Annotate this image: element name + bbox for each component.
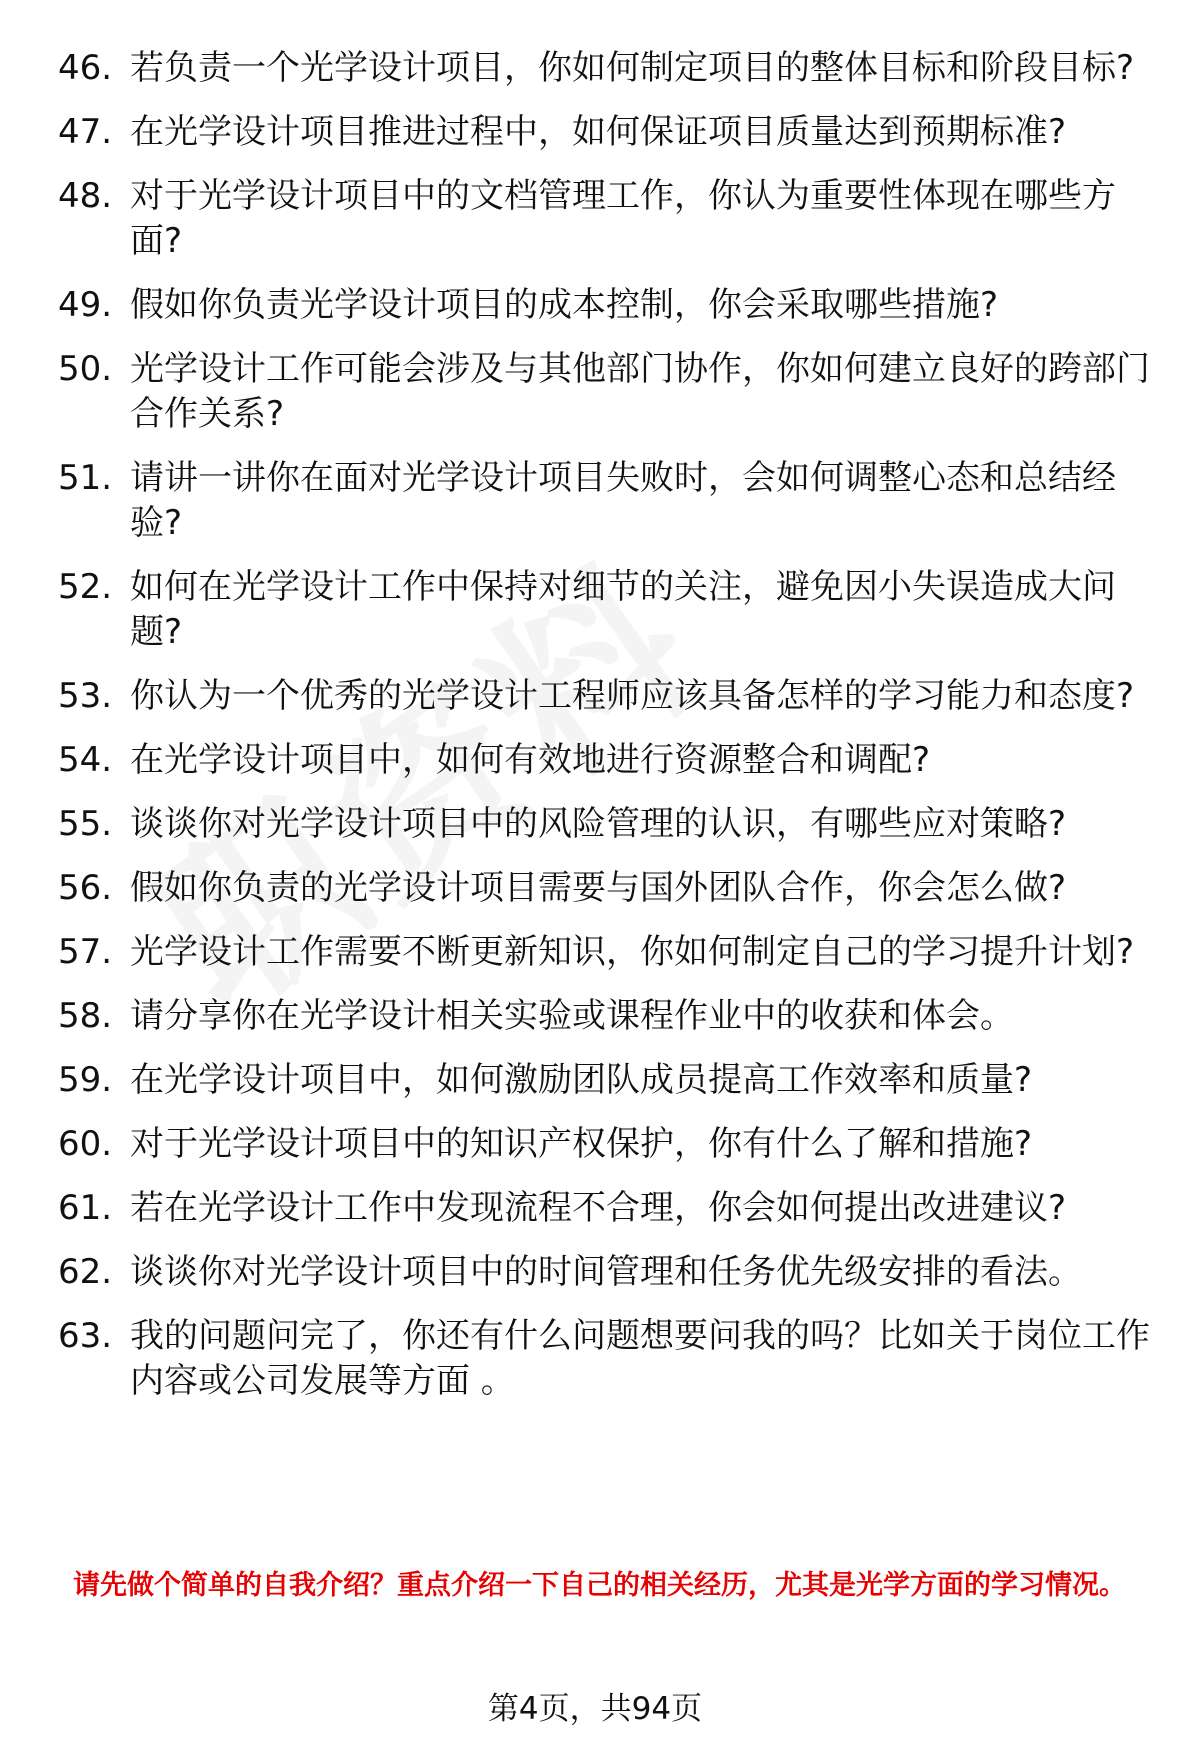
- question-item: [58, 283, 1150, 328]
- question-item: [58, 930, 1150, 975]
- question-number: 48.: [58, 176, 113, 216]
- question-text: 谈谈你对光学设计项目中的风险管理的认识，有哪些应对策略?: [130, 804, 1067, 844]
- question-item: [58, 46, 1150, 91]
- question-text: 对于光学设计项目中的知识产权保护，你有什么了解和措施?: [130, 1124, 1033, 1164]
- question-number: 52.: [58, 567, 113, 607]
- question-text: 你认为一个优秀的光学设计工程师应该具备怎样的学习能力和态度?: [130, 676, 1135, 716]
- question-number: 55.: [58, 804, 113, 844]
- question-list: [58, 46, 1150, 1423]
- question-item: [58, 174, 1150, 264]
- question-number: 49.: [58, 285, 113, 325]
- page-number: 第4页，共94页: [487, 1691, 703, 1727]
- question-text: 若负责一个光学设计项目，你如何制定项目的整体目标和阶段目标?: [130, 48, 1135, 88]
- question-text: 如何在光学设计工作中保持对细节的关注，避免因小失误造成大问题?: [130, 567, 1116, 652]
- question-text: 谈谈你对光学设计项目中的时间管理和任务优先级安排的看法。: [130, 1252, 1082, 1292]
- question-item: [58, 1058, 1150, 1103]
- question-item: [58, 994, 1150, 1039]
- question-number: 60.: [58, 1124, 113, 1164]
- question-text: 光学设计工作需要不断更新知识，你如何制定自己的学习提升计划?: [130, 932, 1135, 972]
- question-item: [58, 866, 1150, 911]
- question-number: 54.: [58, 740, 113, 780]
- question-item: [58, 347, 1150, 437]
- question-item: [58, 1314, 1150, 1404]
- question-text: 请分享你在光学设计相关实验或课程作业中的收获和体会。: [130, 996, 1014, 1036]
- question-number: 46.: [58, 48, 113, 88]
- question-number: 57.: [58, 932, 113, 972]
- question-item: [58, 1186, 1150, 1231]
- question-item: [58, 1122, 1150, 1167]
- question-text: 在光学设计项目推进过程中，如何保证项目质量达到预期标准?: [130, 112, 1067, 152]
- question-number: 47.: [58, 112, 113, 152]
- question-number: 58.: [58, 996, 113, 1036]
- question-number: 59.: [58, 1060, 113, 1100]
- question-text: 在光学设计项目中，如何激励团队成员提高工作效率和质量?: [130, 1060, 1033, 1100]
- question-number: 56.: [58, 868, 113, 908]
- question-number: 51.: [58, 458, 113, 498]
- question-item: [58, 1250, 1150, 1295]
- question-number: 53.: [58, 676, 113, 716]
- question-item: [58, 738, 1150, 783]
- question-text: 假如你负责光学设计项目的成本控制，你会采取哪些措施?: [130, 285, 999, 325]
- question-number: 62.: [58, 1252, 113, 1292]
- question-text: 请讲一讲你在面对光学设计项目失败时，会如何调整心态和总结经验?: [130, 458, 1116, 543]
- question-item: [58, 674, 1150, 719]
- highlight-note: 请先做个简单的自我介绍？重点介绍一下自己的相关经历，尤其是光学方面的学习情况。: [73, 1570, 1126, 1601]
- question-text: 光学设计工作可能会涉及与其他部门协作，你如何建立良好的跨部门合作关系?: [130, 349, 1150, 434]
- question-text: 对于光学设计项目中的文档管理工作，你认为重要性体现在哪些方面?: [130, 176, 1116, 261]
- question-number: 50.: [58, 349, 113, 389]
- question-item: [58, 565, 1150, 655]
- question-number: 61.: [58, 1188, 113, 1228]
- question-text: 若在光学设计工作中发现流程不合理，你会如何提出改进建议?: [130, 1188, 1067, 1228]
- question-item: [58, 110, 1150, 155]
- question-number: 63.: [58, 1316, 113, 1356]
- question-text: 假如你负责的光学设计项目需要与国外团队合作，你会怎么做?: [130, 868, 1067, 908]
- question-item: [58, 456, 1150, 546]
- question-text: 我的问题问完了，你还有什么问题想要问我的吗？比如关于岗位工作内容或公司发展等方面 。: [130, 1316, 1150, 1401]
- question-text: 在光学设计项目中，如何有效地进行资源整合和调配?: [130, 740, 931, 780]
- question-item: [58, 802, 1150, 847]
